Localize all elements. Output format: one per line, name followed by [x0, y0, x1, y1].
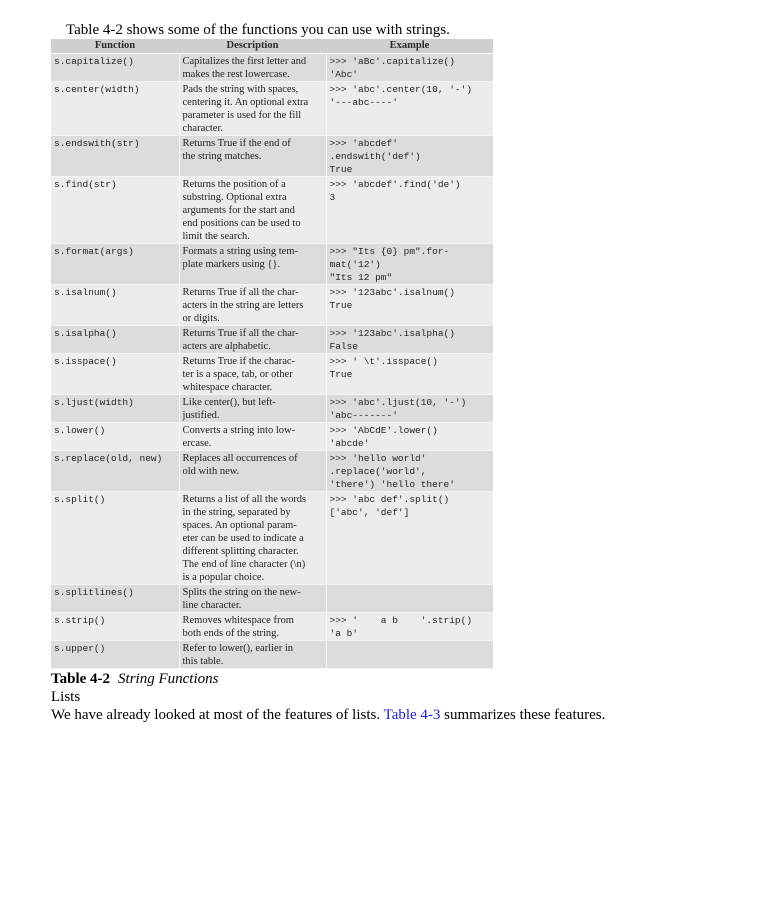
example-line: True: [329, 369, 353, 380]
example-line: .endswith('def'): [329, 151, 421, 162]
description-line: spaces. An optional param-: [182, 520, 297, 531]
example-line: >>> '123abc'.isalpha(): [329, 328, 455, 339]
description-line: or digits.: [182, 313, 220, 324]
example-line: 'abcde': [329, 438, 370, 449]
example-line: >>> ' a b '.strip(): [329, 615, 473, 626]
description-line: ter is a space, tab, or other: [182, 369, 293, 380]
description-line: Returns True if the charac-: [182, 356, 296, 367]
example-cell: [326, 177, 493, 244]
function-cell: s.splitlines(): [51, 585, 179, 613]
description-cell: [179, 354, 326, 395]
example-line: >>> 'aBc'.capitalize(): [329, 56, 455, 67]
description-cell: [179, 285, 326, 326]
description-line: character.: [182, 123, 224, 134]
description-line: Pads the string with spaces,: [182, 84, 299, 95]
caption-title: String Functions: [118, 671, 219, 687]
table-row: [51, 492, 493, 585]
table-row: [51, 641, 493, 669]
example-line: >>> 'abc'.center(10, '-'): [329, 84, 473, 95]
description-line: eter can be used to indicate a: [182, 533, 304, 544]
function-cell: s.format(args): [51, 244, 179, 285]
description-line: old with new.: [182, 466, 240, 477]
description-line: Like center(), but left-: [182, 397, 276, 408]
description-line: substring. Optional extra: [182, 192, 287, 203]
description-line: makes the rest lowercase.: [182, 69, 290, 80]
description-cell: [179, 613, 326, 641]
header-function: Function: [51, 39, 179, 54]
example-line: 'abc-------': [329, 410, 398, 421]
description-line: The end of line character (\n): [182, 559, 306, 570]
table-row: [51, 326, 493, 354]
description-cell: [179, 585, 326, 613]
function-cell: s.strip(): [51, 613, 179, 641]
description-line: both ends of the string.: [182, 628, 280, 639]
example-line: mat('12'): [329, 259, 381, 270]
function-cell: s.lower(): [51, 423, 179, 451]
section-title: Lists: [51, 689, 81, 705]
description-line: acters are alphabetic.: [182, 341, 271, 352]
table-body: [51, 54, 493, 669]
example-cell: [326, 326, 493, 354]
description-line: is a popular choice.: [182, 572, 265, 583]
description-line: this table.: [182, 656, 224, 667]
description-cell: [179, 244, 326, 285]
table-row: [51, 244, 493, 285]
table-caption: [51, 670, 218, 688]
description-line: Returns True if all the char-: [182, 287, 299, 298]
function-cell: s.replace(old, new): [51, 451, 179, 492]
description-line: Splits the string on the new-: [182, 587, 301, 598]
example-line: >>> "Its {0} pm".for-: [329, 246, 450, 257]
description-line: acters in the string are letters: [182, 300, 304, 311]
description-line: arguments for the start and: [182, 205, 295, 216]
example-line: 3: [329, 192, 336, 203]
example-cell: [326, 585, 493, 613]
example-line: >>> 'abc'.ljust(10, '-'): [329, 397, 467, 408]
example-line: .replace('world',: [329, 466, 427, 477]
example-cell: [326, 136, 493, 177]
example-cell: [326, 285, 493, 326]
description-line: ercase.: [182, 438, 212, 449]
example-line: >>> ' \t'.isspace(): [329, 356, 438, 367]
example-line: '---abc----': [329, 97, 398, 108]
description-line: parameter is used for the fill: [182, 110, 302, 121]
description-line: the string matches.: [182, 151, 262, 162]
table-row: [51, 177, 493, 244]
table-row: [51, 82, 493, 136]
string-functions-table: [51, 39, 493, 669]
example-line: True: [329, 164, 353, 175]
intro-text: Table 4-2 shows some of the functions you can use with strings.: [66, 22, 450, 38]
table-row: [51, 136, 493, 177]
description-line: line character.: [182, 600, 242, 611]
table-row: [51, 285, 493, 326]
table-row: [51, 354, 493, 395]
example-line: >>> 'abc def'.split(): [329, 494, 450, 505]
description-line: justified.: [182, 410, 220, 421]
function-cell: s.isspace(): [51, 354, 179, 395]
function-cell: s.ljust(width): [51, 395, 179, 423]
table-row: [51, 451, 493, 492]
example-line: ['abc', 'def']: [329, 507, 410, 518]
table-row: [51, 54, 493, 82]
function-cell: s.split(): [51, 492, 179, 585]
function-cell: s.capitalize(): [51, 54, 179, 82]
example-line: >>> '123abc'.isalnum(): [329, 287, 455, 298]
example-cell: [326, 82, 493, 136]
table-row: [51, 395, 493, 423]
description-cell: [179, 82, 326, 136]
description-line: Returns True if the end of: [182, 138, 291, 149]
description-cell: [179, 136, 326, 177]
description-cell: [179, 423, 326, 451]
description-line: in the string, separated by: [182, 507, 291, 518]
description-line: Converts a string into low-: [182, 425, 296, 436]
description-line: Capitalizes the first letter and: [182, 56, 307, 67]
description-cell: [179, 54, 326, 82]
example-line: True: [329, 300, 353, 311]
description-cell: [179, 451, 326, 492]
header-description: Description: [179, 39, 326, 54]
example-cell: [326, 395, 493, 423]
header-example: Example: [326, 39, 493, 54]
example-cell: [326, 54, 493, 82]
caption-number: Table 4-2: [51, 671, 111, 687]
paragraph-text-start: We have already looked at most of the features of lists.: [51, 707, 384, 723]
example-cell: [326, 423, 493, 451]
function-cell: s.upper(): [51, 641, 179, 669]
example-line: False: [329, 341, 359, 352]
example-cell: [326, 244, 493, 285]
description-line: Returns the position of a: [182, 179, 286, 190]
function-cell: s.find(str): [51, 177, 179, 244]
description-cell: [179, 326, 326, 354]
table-4-3-link[interactable]: Table 4-3: [383, 707, 441, 723]
description-line: Returns a list of all the words: [182, 494, 307, 505]
description-line: Returns True if all the char-: [182, 328, 299, 339]
example-line: >>> 'abcdef'.find('de'): [329, 179, 461, 190]
paragraph-text-end: summarizes these features.: [440, 707, 606, 723]
example-line: 'Abc': [329, 69, 359, 80]
function-cell: s.endswith(str): [51, 136, 179, 177]
description-line: centering it. An optional extra: [182, 97, 309, 108]
example-cell: [326, 613, 493, 641]
example-line: >>> 'abcdef': [329, 138, 398, 149]
description-cell: [179, 395, 326, 423]
example-line: >>> 'hello world': [329, 453, 427, 464]
function-cell: s.isalpha(): [51, 326, 179, 354]
description-line: whitespace character.: [182, 382, 273, 393]
string-functions-table-container: [51, 39, 493, 669]
description-line: end positions can be used to: [182, 218, 301, 229]
example-line: 'there') 'hello there': [329, 479, 455, 490]
description-line: Removes whitespace from: [182, 615, 294, 626]
example-cell: [326, 492, 493, 585]
description-line: Refer to lower(), earlier in: [182, 643, 293, 654]
paragraph: [51, 706, 605, 724]
table-row: [51, 585, 493, 613]
table-header-row: [51, 39, 493, 54]
description-cell: [179, 177, 326, 244]
description-line: limit the search.: [182, 231, 250, 242]
description-line: plate markers using {}.: [182, 259, 281, 270]
description-line: different splitting character.: [182, 546, 299, 557]
example-cell: [326, 354, 493, 395]
example-line: >>> 'AbCdE'.lower(): [329, 425, 438, 436]
description-cell: [179, 641, 326, 669]
table-row: [51, 613, 493, 641]
table-row: [51, 423, 493, 451]
example-line: 'a b': [329, 628, 359, 639]
example-cell: [326, 451, 493, 492]
description-line: Replaces all occurrences of: [182, 453, 298, 464]
description-line: Formats a string using tem-: [182, 246, 298, 257]
example-cell: [326, 641, 493, 669]
function-cell: s.center(width): [51, 82, 179, 136]
function-cell: s.isalnum(): [51, 285, 179, 326]
description-cell: [179, 492, 326, 585]
example-line: "Its 12 pm": [329, 272, 393, 283]
